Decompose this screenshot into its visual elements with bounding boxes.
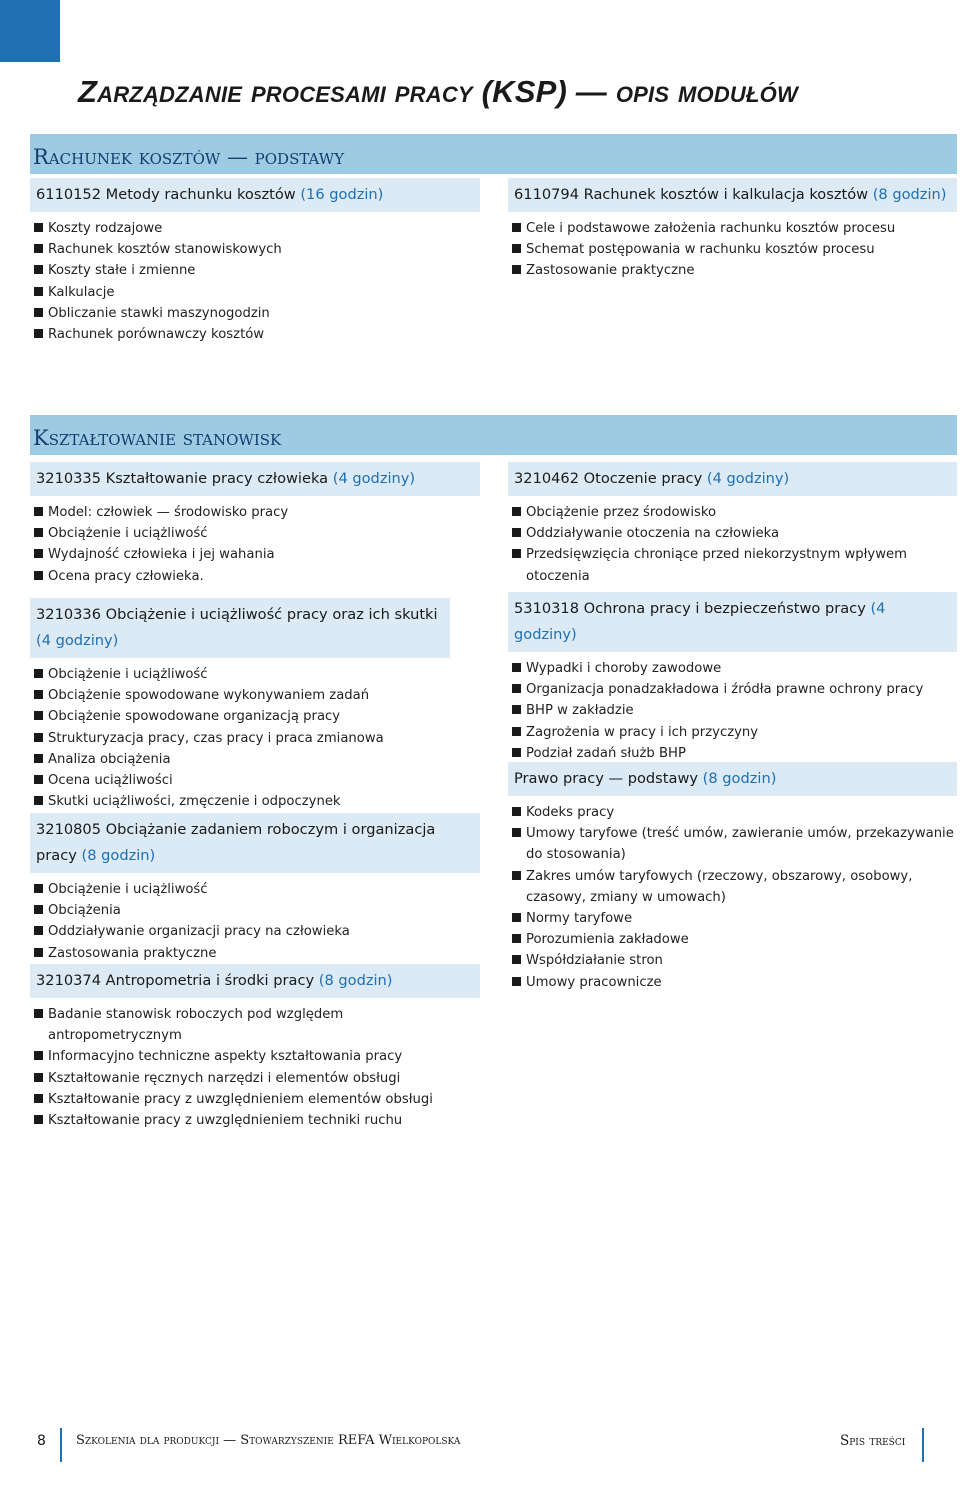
course-topics (508, 218, 957, 282)
course-hours: (8 godzin) (872, 186, 947, 203)
list-item: Oddziaływanie otoczenia na człowieka (508, 523, 957, 544)
course-hours: (16 godzin) (300, 186, 384, 203)
footer-divider (922, 1428, 924, 1462)
list-item: Obciążenie spowodowane wykonywaniem zadań (30, 685, 450, 706)
course-hours: (8 godzin) (81, 847, 156, 864)
course-header (508, 178, 957, 212)
course-topics (30, 879, 480, 964)
course-topics (508, 658, 957, 764)
course-title: Prawo pracy — podstawy (514, 770, 699, 787)
course-header (30, 964, 480, 998)
course-hours: (4 godziny) (514, 600, 886, 643)
list-item: Skutki uciążliwości, zmęczenie i odpoczynek (30, 791, 450, 812)
course-6110152 (30, 178, 480, 345)
course-hours: (4 godziny) (706, 470, 790, 487)
course-title: 5310318 Ochrona pracy i bezpieczeństwo pracy (514, 600, 866, 617)
page-number: 8 (37, 1433, 46, 1449)
section-header-rachunek-kosztow (30, 134, 957, 174)
footer-publisher: Szkolenia dla produkcji — Stowarzyszenie REFA Wielkopolska (76, 1433, 461, 1448)
list-item: Zastosowania praktyczne (30, 943, 480, 964)
course-header (30, 813, 480, 873)
list-item: Rachunek porównawczy kosztów (30, 324, 480, 345)
list-item: Kształtowanie pracy z uwzględnieniem techniki ruchu (30, 1110, 480, 1131)
list-item: Współdziałanie stron (508, 950, 957, 971)
course-topics (508, 502, 957, 587)
course-topics (30, 218, 480, 345)
course-title: 6110152 Metody rachunku kosztów (36, 186, 296, 203)
section-title: Kształtowanie stanowisk (33, 426, 282, 450)
course-title: 3210335 Kształtowanie pracy człowieka (36, 470, 329, 487)
list-item: Wypadki i choroby zawodowe (508, 658, 957, 679)
course-hours: (4 godziny) (36, 632, 119, 649)
list-item: Koszty stałe i zmienne (30, 260, 480, 281)
list-item: BHP w zakładzie (508, 700, 957, 721)
course-3210336 (30, 598, 450, 812)
list-item: Koszty rodzajowe (30, 218, 480, 239)
list-item: Obciążenie i uciążliwość (30, 523, 480, 544)
course-topics (30, 502, 480, 587)
course-header (508, 762, 957, 796)
table-of-contents-link[interactable]: Spis treści (840, 1433, 906, 1449)
course-3210335 (30, 462, 480, 587)
course-hours: (8 godzin) (318, 972, 393, 989)
list-item: Podział zadań służb BHP (508, 743, 957, 764)
course-topics (30, 1004, 480, 1131)
list-item: Umowy pracownicze (508, 972, 957, 993)
course-5310318 (508, 592, 957, 764)
list-item: Kształtowanie pracy z uwzględnieniem elementów obsługi (30, 1089, 480, 1110)
list-item: Analiza obciążenia (30, 749, 450, 770)
list-item: Cele i podstawowe założenia rachunku kosztów procesu (508, 218, 957, 239)
page-title: Zarządzanie procesami pracy (KSP) — opis modułów (78, 74, 798, 109)
list-item: Zagrożenia w pracy i ich przyczyny (508, 722, 957, 743)
section-header-ksztaltowanie-stanowisk (30, 415, 957, 455)
course-title: 3210805 Obciążanie zadaniem roboczym i organizacja pracy (36, 821, 436, 864)
list-item: Umowy taryfowe (treść umów, zawieranie umów, przekazywanie do stosowania) (508, 823, 957, 865)
course-header (508, 462, 957, 496)
course-prawo-pracy (508, 762, 957, 993)
list-item: Rachunek kosztów stanowiskowych (30, 239, 480, 260)
list-item: Oddziaływanie organizacji pracy na człowieka (30, 921, 480, 942)
course-topics (30, 664, 450, 812)
course-header (30, 178, 480, 212)
list-item: Zastosowanie praktyczne (508, 260, 957, 281)
corner-accent-block (0, 0, 60, 62)
course-title: 3210336 Obciążenie i uciążliwość pracy oraz ich skutki (36, 606, 438, 623)
list-item: Kodeks pracy (508, 802, 957, 823)
course-title: 3210374 Antropometria i środki pracy (36, 972, 315, 989)
list-item: Wydajność człowieka i jej wahania (30, 544, 480, 565)
list-item: Badanie stanowisk roboczych pod względem antropometrycznym (30, 1004, 480, 1046)
list-item: Zakres umów taryfowych (rzeczowy, obszarowy, osobowy, czasowy, zmiany w umowach) (508, 866, 957, 908)
list-item: Przedsięwzięcia chroniące przed niekorzystnym wpływem otoczenia (508, 544, 957, 586)
list-item: Obciążenie przez środowisko (508, 502, 957, 523)
list-item: Obciążenie spowodowane organizacją pracy (30, 706, 450, 727)
course-6110794 (508, 178, 957, 282)
course-3210462 (508, 462, 957, 587)
list-item: Obciążenie i uciążliwość (30, 664, 450, 685)
list-item: Kalkulacje (30, 282, 480, 303)
list-item: Organizacja ponadzakładowa i źródła prawne ochrony pracy (508, 679, 957, 700)
course-header (30, 462, 480, 496)
list-item: Strukturyzacja pracy, czas pracy i praca zmianowa (30, 728, 450, 749)
course-header (508, 592, 957, 652)
list-item: Obciążenie i uciążliwość (30, 879, 480, 900)
list-item: Porozumienia zakładowe (508, 929, 957, 950)
course-title: 3210462 Otoczenie pracy (514, 470, 703, 487)
list-item: Obliczanie stawki maszynogodzin (30, 303, 480, 324)
course-hours: (8 godzin) (702, 770, 777, 787)
section-title: Rachunek kosztów — podstawy (33, 145, 345, 169)
list-item: Normy taryfowe (508, 908, 957, 929)
course-topics (508, 802, 957, 993)
course-title: 6110794 Rachunek kosztów i kalkulacja kosztów (514, 186, 869, 203)
footer-divider (60, 1428, 62, 1462)
list-item: Obciążenia (30, 900, 480, 921)
list-item: Informacyjno techniczne aspekty kształtowania pracy (30, 1046, 480, 1067)
list-item: Schemat postępowania w rachunku kosztów procesu (508, 239, 957, 260)
course-header (30, 598, 450, 658)
list-item: Model: człowiek — środowisko pracy (30, 502, 480, 523)
course-3210805 (30, 813, 480, 964)
list-item: Ocena pracy człowieka. (30, 566, 480, 587)
course-hours: (4 godziny) (332, 470, 416, 487)
course-3210374 (30, 964, 480, 1131)
list-item: Ocena uciążliwości (30, 770, 450, 791)
list-item: Kształtowanie ręcznych narzędzi i elementów obsługi (30, 1068, 480, 1089)
